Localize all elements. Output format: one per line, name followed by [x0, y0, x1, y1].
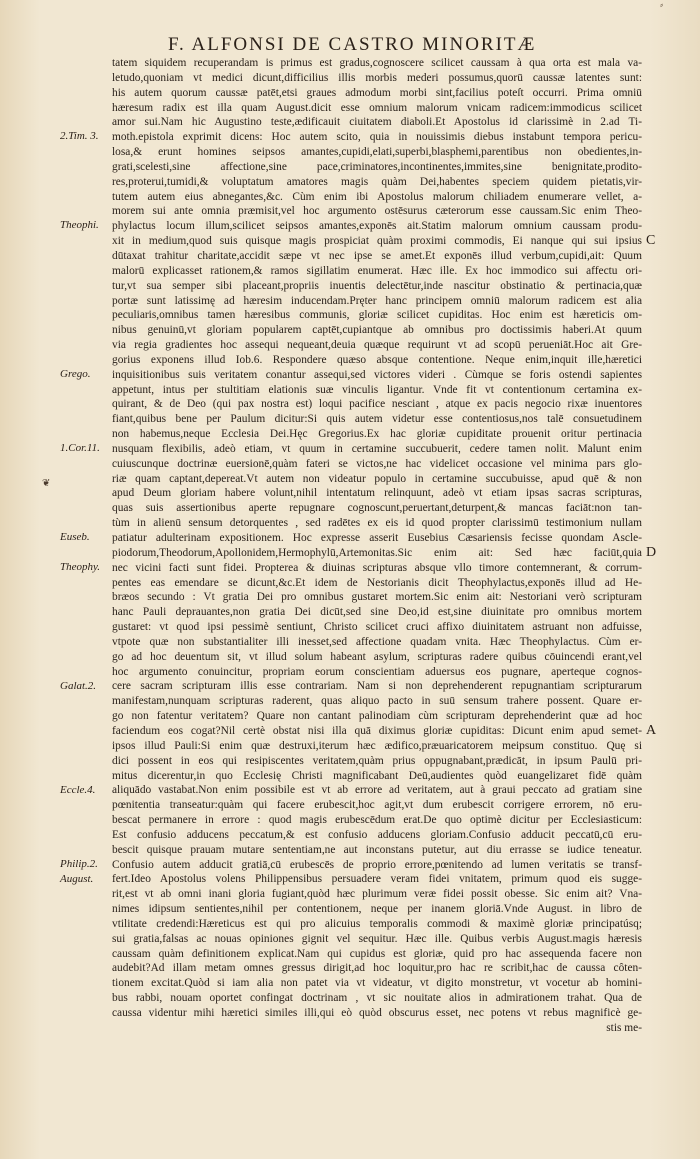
text-line: hæresum radix est illa quam August.dicit esse omnium malorum vnicam radicem:immodicus scilicet: [112, 101, 642, 114]
text-line: go ad hoc deuentum sit, vt illud solum habeant asylum, scripturas radere quibus cōuincendi erant,vel: [112, 650, 642, 663]
text-line: caussa videntur mihi hæretici similes illi,qui eò quòd obscurus esset, nec potens vt rebus magnificè ge-: [112, 1007, 642, 1019]
text-line: appetunt, intus per stultitiam elationis suæ vinculis ligantur. Vnde fit vt contentionum certamina ex-: [112, 383, 642, 396]
text-line: tatem siquidem recuperandam is primus est gradus,cognoscere scilicet caussam à qua orta est mala va-: [112, 57, 642, 69]
text-line: phylactus locum illum,scilicet seipsos amantes,exponēs ait.Statim malorum omnium caussam produ-: [112, 220, 642, 233]
margin-note: 2.Tim. 3.: [60, 130, 99, 143]
text-line: amor sui.Nam hic Augustino teste,ædificauit ciuitatem diaboli.Et Apostolus id clarissimè in 2.ad Ti-: [112, 116, 642, 129]
text-line: nimes idipsum sentientes,nihil per contentionem, neque per inanem gloriā.Vnde August. in libro de: [112, 903, 642, 916]
margin-note: August.: [60, 872, 94, 885]
margin-note: Theophi.: [60, 219, 99, 232]
text-line: losa,& erunt homines seipsos amantes,cupidi,elati,superbi,blasphemi,parentibus non obedientes,in-: [112, 146, 642, 159]
text-line: nusquam flexibilis, adeò etiam, vt quum in certamine succubuerit, cedere tamen nolit. Malunt enim: [112, 442, 642, 455]
section-letter: D: [646, 545, 657, 561]
margin-note: Eccle.4.: [60, 783, 96, 796]
margin-note: 1.Cor.11.: [60, 442, 100, 455]
text-line: quirant, & de Deo (qui pax nostra est) loqui pacifice nesciant , atque ex pacis negocio rixæ inuentores: [112, 398, 642, 411]
text-line: manifestam,nunquam scripturas raderent, quas aliquo pacto in suū sensum trahere possent. Quare er-: [112, 695, 642, 708]
text-line: pentes eas emendare se dicunt,&c.Et idem de Nestorianis dicit Theophylactus,exponēs illud ad He-: [112, 576, 642, 589]
text-line: stis me-: [606, 1021, 642, 1034]
margin-note: Theophy.: [60, 560, 101, 573]
text-line: bescit quisque prauam mutare sententiam,ne aut inconstans putetur, aut diu errasse se iudice teneatur.: [112, 843, 642, 856]
margin-note: Philip.2.: [60, 857, 98, 870]
text-line: piodorum,Theodorum,Apollonidem,Hermophylū,Artemonitas.Sic enim ait: Sed hæc faciūt,quia: [112, 546, 642, 559]
text-line: res,proterui,tumidi,& voluptatum amatores magis quàm Dei,habentes speciem quidem pietatis,vir-: [112, 175, 642, 188]
fleuron-icon: ❦: [42, 478, 51, 489]
text-line: Est confusio adducens peccatum,& est confusio adducens gloriam.Confusio adducit peccatū,cū eru-: [112, 828, 642, 841]
text-line: pœnitentia transeatur:quàm qui facere erubescit,hoc agit,vt dum erubescit corrigere errorem, nō eru-: [112, 799, 642, 812]
text-line: morem sui ante omnia præmisit,vel hoc argumento ostēsurus cæterorum esse caussam.Sic enim Theo-: [112, 205, 642, 218]
text-line: grati,scelesti,sine affectione,sine pace,criminatores,incontinentes,immites,sine benignitate,prodito-: [112, 160, 642, 173]
text-line: vtpote quæ non substantialiter illi inesset,sed affectione quadam vnita. Hæc Theophylactus. Cùm er-: [112, 635, 642, 648]
text-line: tùm in alienū sensum detorquentes , sed radētes ex eis id quod propter clarissimū testimonium nullam: [112, 517, 642, 530]
text-line: non habemus,neque Ecclesia Dei.Hęc Gregorius.Ex hac gloriæ cupiditate prouenit oritur pertinacia: [112, 428, 642, 441]
text-line: ipsos illud Pauli:Si enim quæ destruxi,iterum hæc ædifico,præuaricatorem meipsum constituo. Quę si: [112, 739, 642, 752]
text-line: his autem quorum caussæ patēt,etsi graues admodum morbi sint,facilius poteſt occurri. Prima omniū: [112, 86, 642, 99]
margin-note: Grego.: [60, 367, 91, 380]
text-line: fiant,quibus bene per Paulum dicitur:Si quis autem videtur esse contentiosus,nos talē consuetudinem: [112, 413, 642, 426]
text-line: tionem excitat.Quòd si iam alia non patet via vt videatur, vt digito monstretur, vt vocetur ab homini-: [112, 977, 642, 990]
text-line: faciendum eos cogat?Nil certè obstat nisi illa quā diximus gloriæ cupiditas: Dicunt enim apud semet-: [112, 724, 642, 737]
text-line: apud Deum gloriam habere volunt,nihil intentatum relinquunt, adeò vt etiam ipsas sacras scripturas,: [112, 487, 642, 500]
text-line: moth.epistola exprimit dicens: Hoc autem scito, quia in nouissimis diebus instabunt tempora pericu-: [112, 131, 642, 144]
text-line: peculiaris,omnibus tamen hæresibus communis, gloriæ scilicet cupiditas. Hoc enim est hæreticis om-: [112, 309, 642, 322]
text-line: malorū explicasset rationem,& ramos sigillatim enumerat. Hæc ille. Ex hoc immodico sui affectu ori-: [112, 264, 642, 277]
section-letter: A: [646, 723, 657, 739]
text-line: vtilitate credendi:Hæreticus est qui pro alicuius temporalis commodi & maximè gloriæ principatúsq;: [112, 917, 642, 930]
text-line: via regia gradientes hoc assequi nequeant,deuia quæque requirunt vt ad scopū perueniāt.Hoc ait Gre-: [112, 339, 642, 352]
text-line: aliquādo vastabat.Non enim possibile est vt ab errore ad veritatem, aut à graui peccato ad gratiam sine: [112, 784, 642, 797]
text-line: cere sacram scripturam illis esse contrariam. Nam si non deprehenderent repugnantiam scripturarum: [112, 680, 642, 693]
body-text: [112, 56, 642, 1036]
text-line: riæ quam captant,depereat.Vt autem non videatur populo in certamine succubuisse, apud quē & non: [112, 472, 642, 485]
text-line: bus rabbi, nouam oportet confingat doctrinam , vt sic nouitate alios in admirationem trahat. Qua de: [112, 992, 642, 1005]
section-letter: C: [646, 233, 656, 249]
text-line: xit in medium,quod suis quisque magis prospiciat quàm proximi commodis, Ei nanque qui sui ipsius: [112, 235, 642, 248]
text-line: hoc argumento conuincitur, propriam eorum conscientiam aduersus eos pugnare, aperteque cognos-: [112, 665, 642, 678]
running-header: F. ALFONSI DE CASTRO MINORITÆ: [168, 34, 537, 55]
text-line: caussam quàm definitionem explicat.Nam qui cupidus est gloriæ, quid pro hac assequenda facere non: [112, 947, 642, 960]
text-line: tur,vt sua semper sibi placeant,propriis inuentis delectētur,inde nascitur obstinatio & pertinacia,quæ: [112, 279, 642, 292]
text-line: cuiuscunque doctrinæ euersionē,quàm fateri se victos,ne hac videlicet occasione vel minima pars glo-: [112, 457, 642, 470]
text-line: fert.Ideo Apostolus volens Philippensibus persuadere veram fidei vnitatem, primum quod eis sugge-: [112, 873, 642, 886]
text-line: go non fatentur veritatem? Quare non cantant palinodiam cùm scripturam deprehenderint quæ ad hoc: [112, 710, 642, 723]
text-line: Confusio autem adducit gratiā,cū erubescēs de proprio errore,pœnitendo ad lumen veritatis se transf-: [112, 858, 642, 871]
text-line: quas suis assertionibus aperte repugnare cognoscunt,peruertant,deturpent,& mancas faciāt:non tan-: [112, 502, 642, 515]
text-line: tutem autem eius abnegantes,&c. Cùm enim ibi Apostolus malorum chiliadem enumerare vellet, a-: [112, 190, 642, 203]
text-line: hanc Pauli deprauantes,non gratia Dei dicūt,sed sine Deo,id est,sine diuinitate pro omnibus mortem: [112, 606, 642, 619]
text-line: sui gratia,falsas ac nouas opiniones gignit vel sequitur. Hæc ille. Quibus verbis August.magis hæresis: [112, 932, 642, 945]
text-line: nibus genuinū,vt gloriam popularem captēt,cupiantque ab omnibus pro doctissimis haberi.At quum: [112, 324, 642, 337]
text-line: rit,est vt ab omni inani gloria fugiant,quòd hæc plurimum veræ fidei possit obesse. Sic enim ait? Vna-: [112, 888, 642, 901]
text-line: inquisitionibus suis veritatem conantur assequi,sed victores videri . Cùmque se foris ostendi sapientes: [112, 368, 642, 381]
text-line: mitus dicerentur,in quo Ecclesię Christi magnificabant Deū,audientes quòd euangelizaret fidē quàm: [112, 769, 642, 782]
text-line: dici possent in eos qui resipiscentes veritatem,quàm prius oppugnabant,prædicāt, in ipsum Paulū pri-: [112, 754, 642, 767]
text-line: audebit?Ad illam metam omnes gressus dirigit,ad hoc loquitur,pro hac re scribit,hac de caussa côten-: [112, 962, 642, 975]
text-line: patiatur adulterinam expositionem. Hoc expresse asserit Eusebius Cæsariensis fecisse quondam Ascle-: [112, 532, 642, 544]
page-edge-mark: ⸗: [660, 0, 664, 11]
text-line: gustaret: vt quod ipsi pessimè sentiunt, Christo scilicet cruci affixo diuinitatem astruant non adfuisse,: [112, 621, 642, 634]
text-line: bescat permanere in errore : quod magis erubescēdum erat.De quo optimè dicitur per Ecclesiasticum:: [112, 814, 642, 827]
margin-note: Galat.2.: [60, 679, 97, 692]
text-line: dūtaxat trahitur charitate,accidit sæpe vt nec ipse se amet.Et exponēs illud verbum,cupidi,ait: Quum: [112, 249, 642, 262]
text-line: portæ sunt latissimę ad hæresim inducendam.Pręter hanc principem omniū malorum radicem est alia: [112, 294, 642, 307]
text-line: nec vicini facti sunt fidei. Propterea & diuinas scripturas absque vllo timore contemnerant, & corrum-: [112, 561, 642, 574]
text-line: bræos secundo : Vt gratia Dei pro omnibus gustaret mortem.Sic enim ait: Nestoriani verò scripturam: [112, 591, 642, 604]
text-line: letudo,quoniam vt medici dicunt,difficilius illis morbis mederi possumus,quorū caussæ latentes sunt:: [112, 71, 642, 84]
text-line: gorius exponens illud Iob.6. Respondere quæso absque contentione. Neque enim,inquit ille,hæretici: [112, 353, 642, 366]
margin-note: Euseb.: [60, 531, 90, 544]
